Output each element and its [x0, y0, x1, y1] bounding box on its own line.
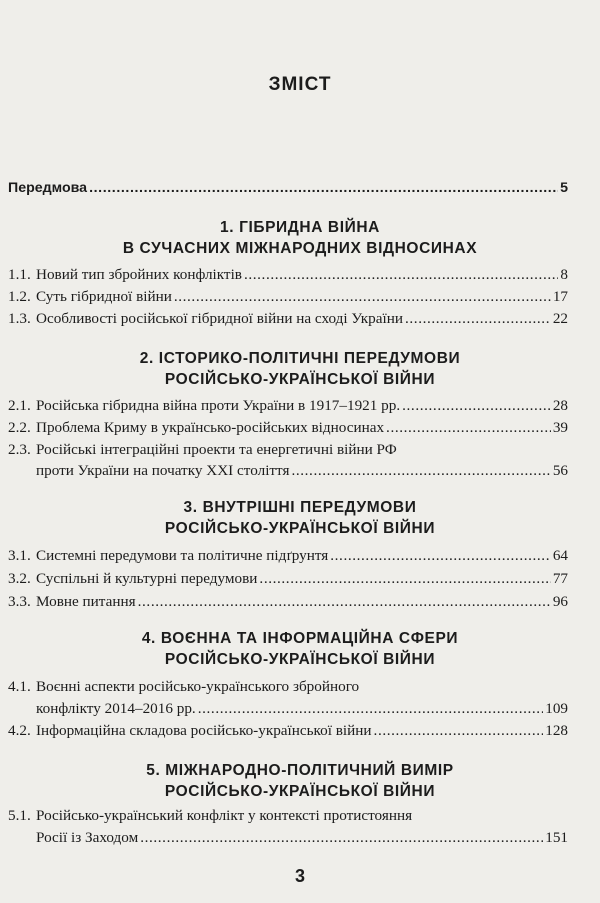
section-heading-3 — [0, 497, 600, 539]
section-heading-line: РОСІЙСЬКО-УКРАЇНСЬКОЇ ВІЙНИ — [164, 371, 436, 388]
section-heading-line: 2. ІСТОРИКО-ПОЛІТИЧНІ ПЕРЕДУМОВИ — [139, 350, 461, 367]
toc-page-number: 64 — [552, 547, 568, 564]
page-number: 3 — [294, 866, 305, 886]
toc-entry-3-3[interactable] — [8, 592, 568, 612]
toc-page-number: 28 — [552, 397, 568, 414]
toc-entry-label: Суспільні й культурні передумови — [36, 570, 258, 587]
section-heading-4 — [0, 628, 600, 670]
dot-leader — [174, 287, 551, 307]
toc-entry-label: Росії із Заходом — [36, 829, 139, 846]
toc-entry-number: 4.2. — [8, 722, 31, 739]
page-title: ЗМІСТ — [268, 74, 332, 95]
toc-entry-number: 1.1. — [8, 266, 31, 283]
toc-entry-label: Мовне питання — [36, 593, 136, 610]
dot-leader — [330, 546, 551, 566]
toc-entry-2-2[interactable] — [8, 418, 568, 438]
dot-leader — [291, 461, 550, 481]
toc-page-number: 8 — [560, 266, 568, 283]
toc-page-number: 5 — [560, 180, 568, 196]
toc-entry-3-2[interactable] — [8, 569, 568, 589]
dot-leader — [259, 569, 550, 589]
section-heading-line: 3. ВНУТРІШНІ ПЕРЕДУМОВИ — [183, 499, 417, 516]
toc-page-number: 96 — [552, 593, 568, 610]
section-heading-line: 1. ГІБРИДНА ВІЙНА — [220, 219, 380, 236]
toc-entry-number: 2.1. — [8, 397, 31, 414]
section-heading-line: РОСІЙСЬКО-УКРАЇНСЬКОЇ ВІЙНИ — [164, 783, 436, 800]
toc-entry-number: 1.2. — [8, 288, 31, 305]
toc-entry-2-3-continued[interactable] — [36, 461, 568, 481]
toc-entry-number: 5.1. — [8, 807, 31, 824]
toc-page-number: 77 — [552, 570, 568, 587]
dot-leader — [374, 721, 544, 741]
toc-page-number: 17 — [552, 288, 568, 305]
section-heading-1 — [0, 217, 600, 259]
dot-leader — [89, 178, 558, 198]
toc-entry-label: Воєнні аспекти російсько-українського збройного — [36, 678, 360, 695]
toc-entry-label: конфлікту 2014–2016 рр. — [36, 700, 196, 717]
toc-entry-3-1[interactable] — [8, 546, 568, 566]
toc-page-number: 109 — [545, 700, 568, 717]
toc-entry-2-1[interactable] — [8, 396, 568, 416]
toc-entry-label: Російська гібридна війна проти України в 1917–1921 рр. — [36, 397, 401, 414]
toc-entry-1-2[interactable] — [8, 287, 568, 307]
section-heading-line: 5. МІЖНАРОДНО-ПОЛІТИЧНИЙ ВИМІР — [146, 762, 454, 779]
dot-leader — [244, 265, 558, 285]
dot-leader — [386, 418, 551, 438]
toc-entry-number: 3.2. — [8, 570, 31, 587]
toc-entry-label: проти України на початку XXI століття — [36, 462, 290, 479]
toc-page-number: 39 — [552, 419, 568, 436]
toc-entry-5-1[interactable] — [8, 806, 568, 826]
dot-leader — [140, 828, 543, 848]
toc-entry-4-1-continued[interactable] — [36, 699, 568, 719]
toc-entry-label: Передмова — [8, 180, 88, 196]
toc-entry-label: Російсько-український конфлікт у контексті протистояння — [36, 807, 413, 824]
section-heading-line: 4. ВОЄННА ТА ІНФОРМАЦІЙНА СФЕРИ — [141, 630, 459, 647]
toc-entry-number: 3.1. — [8, 547, 31, 564]
toc-entry-2-3[interactable] — [8, 440, 568, 460]
toc-entry-4-1[interactable] — [8, 677, 568, 697]
toc-entry-label: Суть гібридної війни — [36, 288, 172, 305]
toc-entry-number: 2.3. — [8, 441, 31, 458]
dot-leader — [138, 592, 551, 612]
toc-page-number: 128 — [545, 722, 568, 739]
section-heading-line: РОСІЙСЬКО-УКРАЇНСЬКОЇ ВІЙНИ — [164, 520, 436, 537]
toc-entry-1-3[interactable] — [8, 309, 568, 329]
toc-entry-label: Проблема Криму в українсько-російських відносинах — [36, 419, 385, 436]
section-heading-line: РОСІЙСЬКО-УКРАЇНСЬКОЇ ВІЙНИ — [164, 651, 436, 668]
section-heading-2 — [0, 348, 600, 390]
toc-entry-5-1-continued[interactable] — [36, 828, 568, 848]
toc-entry-label: Інформаційна складова російсько-української війни — [36, 722, 372, 739]
toc-entry-preface[interactable] — [8, 178, 568, 198]
toc-entry-label: Російські інтеграційні проекти та енергетичні війни РФ — [36, 441, 397, 458]
dot-leader — [402, 396, 551, 416]
dot-leader — [405, 309, 551, 329]
toc-entry-number: 1.3. — [8, 310, 31, 327]
toc-entry-number: 4.1. — [8, 678, 31, 695]
toc-entry-1-1[interactable] — [8, 265, 568, 285]
toc-entry-number: 2.2. — [8, 419, 31, 436]
section-heading-5 — [0, 760, 600, 802]
toc-page-number: 22 — [552, 310, 568, 327]
toc-entry-label: Особливості російської гібридної війни на сході України — [36, 310, 403, 327]
toc-entry-label: Системні передумови та політичне підґрунтя — [36, 547, 329, 564]
toc-page-number: 56 — [552, 462, 568, 479]
toc-page-number: 151 — [545, 829, 568, 846]
section-heading-line: В СУЧАСНИХ МІЖНАРОДНИХ ВІДНОСИНАХ — [122, 240, 478, 257]
dot-leader — [198, 699, 543, 719]
toc-entry-4-2[interactable] — [8, 721, 568, 741]
toc-entry-label: Новий тип збройних конфліктів — [36, 266, 242, 283]
toc-entry-number: 3.3. — [8, 593, 31, 610]
